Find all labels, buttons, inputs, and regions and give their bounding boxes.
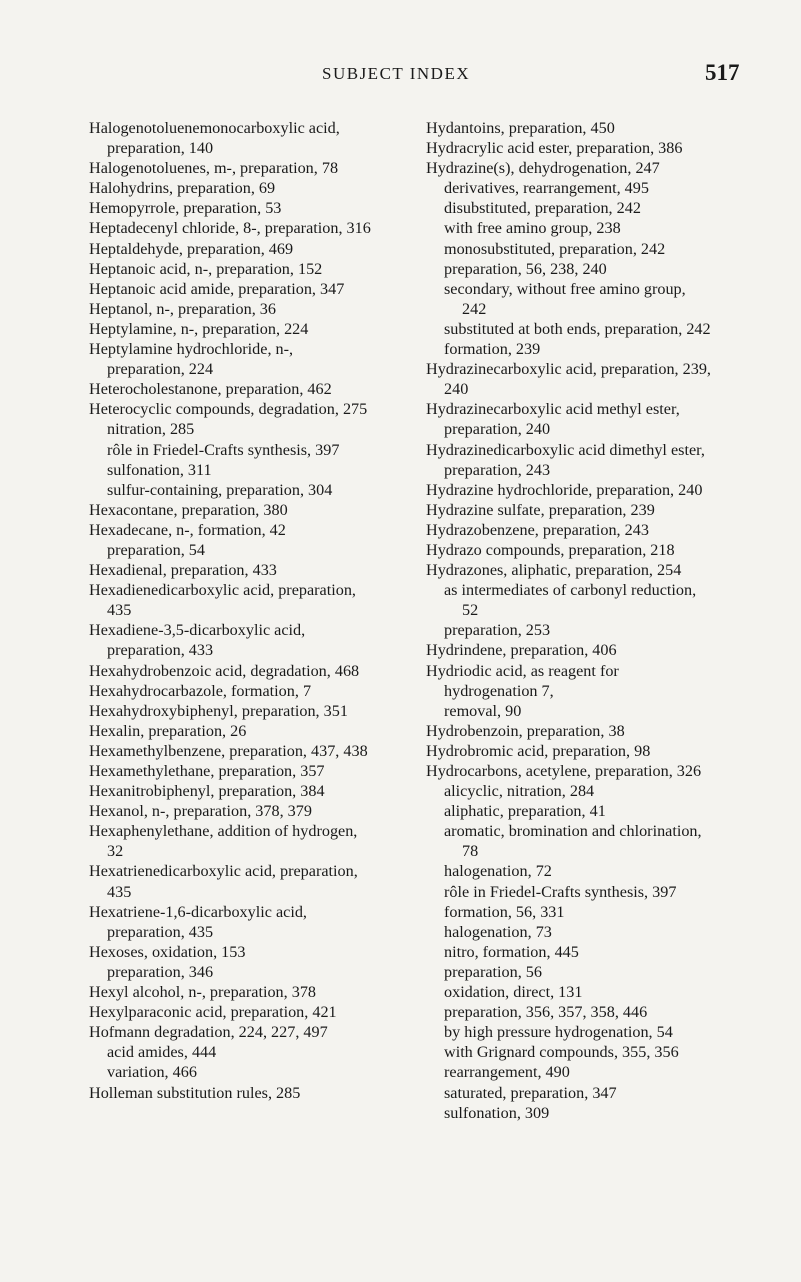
- index-entry: Hydrindene, preparation, 406: [426, 641, 617, 660]
- index-entry: Hydrobromic acid, preparation, 98: [426, 741, 651, 760]
- index-entry: Hexahydroxybiphenyl, preparation, 351: [89, 701, 348, 720]
- index-subentry: sulfonation, 311: [107, 460, 212, 479]
- index-entry: Hexahydrocarbazole, formation, 7: [89, 681, 312, 700]
- index-entry: Hydrazobenzene, preparation, 243: [426, 520, 649, 539]
- index-entry: Hexamethylbenzene, preparation, 437, 438: [89, 741, 368, 760]
- index-entry: Hydrazinecarboxylic acid, preparation, 239, 240: [426, 360, 711, 399]
- index-entry: Hydrocarbons, acetylene, preparation, 326: [426, 762, 702, 780]
- index-entry: Heptaldehyde, preparation, 469: [89, 239, 294, 258]
- index-entry: Hexatriene-1,6-dicarboxylic acid, preparation, 435: [89, 902, 307, 941]
- index-entry: Heptanol, n-, preparation, 36: [89, 299, 276, 318]
- index-subentry: with Grignard compounds, 355, 356: [444, 1043, 679, 1062]
- index-subentry: by high pressure hydrogenation, 54: [444, 1023, 673, 1042]
- index-entry: Halogenotoluenemonocarboxylic acid, preparation, 140: [89, 119, 340, 158]
- index-subentry: substituted at both ends, preparation, 242: [444, 319, 711, 338]
- index-entry: Hexadecane, n-, formation, 42: [89, 520, 286, 539]
- index-subentry: rôle in Friedel-Crafts synthesis, 397: [107, 440, 340, 459]
- index-entry: Hydantoins, preparation, 450: [426, 119, 615, 137]
- index-subentry: saturated, preparation, 347: [444, 1083, 617, 1102]
- index-entry: Hydrobenzoin, preparation, 38: [426, 721, 625, 740]
- index-subentry: with free amino group, 238: [444, 219, 621, 238]
- index-subentry: as intermediates of carbonyl reduction, 52: [444, 581, 697, 620]
- index-entry: Hexamethylethane, preparation, 357: [89, 762, 325, 780]
- index-entry: Hexaphenylethane, addition of hydrogen, 32: [89, 822, 358, 861]
- page-header: [0, 60, 801, 94]
- index-subentry: formation, 56, 331: [444, 902, 565, 921]
- index-entry: Heterocyclic compounds, degradation, 275: [89, 400, 368, 419]
- index-subentry: oxidation, direct, 131: [444, 983, 583, 1002]
- index-subentry: rôle in Friedel-Crafts synthesis, 397: [444, 882, 677, 901]
- index-entry: Hydrazinedicarboxylic acid dimethyl ester, preparation, 243: [426, 440, 705, 479]
- index-entry: Hydrazo compounds, preparation, 218: [426, 540, 675, 559]
- index-subentry: acid amides, 444: [107, 1043, 217, 1062]
- index-subentry: secondary, without free amino group, 242: [444, 279, 686, 318]
- index-subentry: halogenation, 73: [444, 922, 552, 941]
- index-entry: Heptadecenyl chloride, 8-, preparation, 316: [89, 219, 371, 238]
- index-entry: Hexadiene-3,5-dicarboxylic acid, preparation, 433: [89, 621, 306, 660]
- index-subentry: removal, 90: [444, 701, 522, 720]
- index-subentry: derivatives, rearrangement, 495: [444, 179, 649, 198]
- index-entry: Hydrazine(s), dehydrogenation, 247: [426, 159, 660, 178]
- index-entry: Halogenotoluenes, m-, preparation, 78: [89, 159, 339, 178]
- index-subentry: disubstituted, preparation, 242: [444, 199, 641, 218]
- index-entry: Hexadienedicarboxylic acid, preparation, 435: [89, 581, 356, 620]
- index-entry: Hydriodic acid, as reagent for hydrogenation 7,: [426, 661, 619, 700]
- index-entry: Hexadienal, preparation, 433: [89, 561, 277, 580]
- index-subentry: sulfur-containing, preparation, 304: [107, 480, 333, 499]
- index-subentry: halogenation, 72: [444, 862, 552, 881]
- index-entry: Hydrazones, aliphatic, preparation, 254: [426, 561, 682, 580]
- index-subentry: aliphatic, preparation, 41: [444, 802, 606, 821]
- index-entry: Heptanoic acid, n-, preparation, 152: [89, 259, 323, 278]
- index-subentry: preparation, 54: [107, 540, 205, 559]
- index-subentry: nitration, 285: [107, 420, 195, 439]
- index-entry: Heterocholestanone, preparation, 462: [89, 380, 332, 399]
- index-entry: Hydrazine sulfate, preparation, 239: [426, 500, 655, 519]
- index-subentry: rearrangement, 490: [444, 1063, 570, 1082]
- index-entry: Hexyl alcohol, n-, preparation, 378: [89, 983, 317, 1002]
- index-subentry: alicyclic, nitration, 284: [444, 782, 595, 801]
- index-entry: Hexanitrobiphenyl, preparation, 384: [89, 782, 325, 801]
- index-entry: Heptanoic acid amide, preparation, 347: [89, 279, 345, 298]
- index-subentry: preparation, 56, 238, 240: [444, 259, 607, 278]
- index-subentry: preparation, 56: [444, 962, 542, 981]
- page-number: 517: [705, 60, 740, 85]
- index-subentry: preparation, 356, 357, 358, 446: [444, 1003, 648, 1022]
- index-entry: Holleman substitution rules, 285: [89, 1083, 301, 1102]
- index-entry: Hofmann degradation, 224, 227, 497: [89, 1023, 328, 1042]
- index-entry: Halohydrins, preparation, 69: [89, 179, 276, 198]
- index-entry: Hydrazinecarboxylic acid methyl ester, preparation, 240: [426, 400, 680, 439]
- index-entry: Hemopyrrole, preparation, 53: [89, 199, 282, 218]
- index-entry: Heptylamine, n-, preparation, 224: [89, 319, 309, 338]
- index-entry: Hexalin, preparation, 26: [89, 721, 247, 740]
- index-entry: Hydrazine hydrochloride, preparation, 240: [426, 480, 703, 499]
- index-subentry: aromatic, bromination and chlorination, 78: [444, 822, 702, 861]
- index-entry: Hexahydrobenzoic acid, degradation, 468: [89, 661, 360, 680]
- index-entry: Hexylparaconic acid, preparation, 421: [89, 1003, 337, 1022]
- index-column-right: [426, 118, 711, 1123]
- index-entry: Hexoses, oxidation, 153: [89, 942, 246, 961]
- index-entry: Hexanol, n-, preparation, 378, 379: [89, 802, 312, 821]
- index-subentry: variation, 466: [107, 1063, 197, 1082]
- index-subentry: formation, 239: [444, 340, 541, 359]
- index-entry: Hexatrienedicarboxylic acid, preparation, 435: [89, 862, 358, 901]
- index-subentry: preparation, 346: [107, 962, 214, 981]
- index-subentry: nitro, formation, 445: [444, 942, 579, 961]
- index-subentry: sulfonation, 309: [444, 1103, 550, 1122]
- index-entry: Hydracrylic acid ester, preparation, 386: [426, 139, 683, 158]
- index-column-left: [89, 118, 374, 1103]
- index-entry: Heptylamine hydrochloride, n-, preparation, 224: [89, 340, 294, 379]
- index-subentry: preparation, 253: [444, 621, 551, 640]
- index-subentry: monosubstituted, preparation, 242: [444, 239, 666, 258]
- index-entry: Hexacontane, preparation, 380: [89, 500, 288, 519]
- running-head: SUBJECT INDEX: [322, 64, 471, 83]
